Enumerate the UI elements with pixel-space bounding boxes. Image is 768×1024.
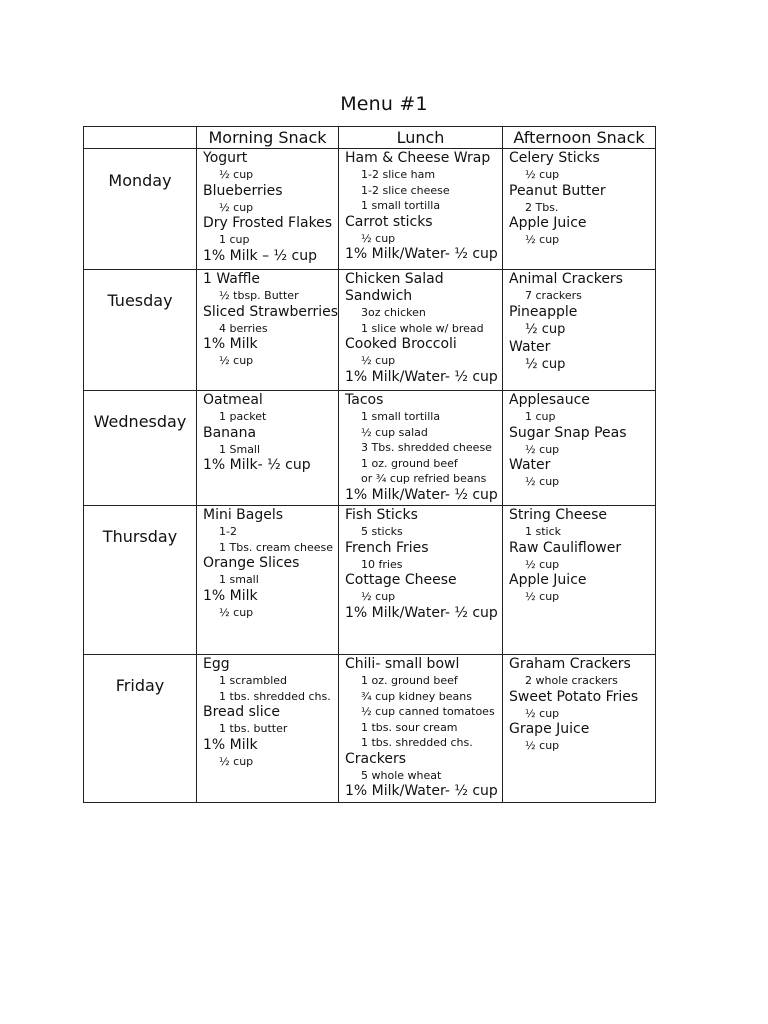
menu-item: 1% Milk/Water- ½ cup: [345, 604, 498, 621]
menu-item-detail: 1 small: [219, 573, 259, 586]
day-label: Wednesday: [93, 412, 187, 431]
menu-table: [83, 126, 656, 803]
menu-item: Celery Sticks: [509, 150, 600, 166]
afternoon-snack-cell: [503, 506, 656, 655]
menu-item-detail: 1-2: [219, 525, 237, 538]
menu-item-detail: ½ cup: [219, 605, 254, 619]
menu-item-detail: 1 oz. ground beef: [361, 674, 458, 687]
menu-item-detail: ½ cup: [525, 356, 566, 372]
menu-item-detail: 2 Tbs.: [525, 200, 559, 214]
menu-item: Raw Cauliflower: [509, 539, 622, 556]
menu-item-detail: ½ cup: [525, 475, 560, 488]
menu-item: 1% Milk/Water- ½ cup: [345, 486, 498, 503]
menu-item-detail: 4 berries: [219, 321, 268, 335]
menu-item-detail: 1 oz. ground beef: [361, 456, 458, 470]
menu-item-detail: ½ cup: [525, 233, 560, 246]
menu-item: Peanut Butter: [509, 182, 606, 199]
menu-item-detail: 10 fries: [361, 557, 403, 571]
menu-item: Applesauce: [509, 392, 590, 408]
menu-item-detail: 1 packet: [219, 410, 267, 423]
table-row: [84, 655, 656, 803]
table-row: [84, 391, 656, 506]
header-lunch: Lunch: [339, 127, 503, 149]
table-row: [84, 506, 656, 655]
menu-item-detail: ½ cup: [361, 590, 396, 603]
menu-item-detail: 1 cup: [525, 410, 556, 423]
menu-item: Blueberries: [203, 182, 283, 199]
day-cell: [84, 391, 197, 506]
menu-item: Animal Crackers: [509, 271, 623, 287]
menu-item-detail: ½ cup: [525, 168, 560, 181]
menu-item: Carrot sticks: [345, 213, 433, 230]
menu-item-detail: ½ tbsp. Butter: [219, 289, 299, 302]
lunch-cell: [339, 149, 503, 270]
menu-item-detail: ½ cup: [219, 168, 254, 181]
menu-item: Yogurt: [203, 150, 248, 166]
menu-item: Chili- small bowl: [345, 656, 460, 672]
menu-item: Apple Juice: [509, 572, 587, 588]
menu-item-detail: 1 cup: [219, 233, 250, 246]
header-afternoon-snack: Afternoon Snack: [503, 127, 656, 149]
menu-item-detail: 1-2 slice ham: [361, 168, 436, 181]
menu-item-detail: 1 small tortilla: [361, 199, 441, 212]
lunch-cell: [339, 655, 503, 803]
menu-item: Fish Sticks: [345, 507, 418, 523]
menu-item: Bread slice: [203, 704, 280, 720]
day-cell: [84, 149, 197, 270]
menu-item: Orange Slices: [203, 555, 300, 571]
day-label: Monday: [108, 171, 172, 190]
header-corner: [84, 127, 197, 149]
day-cell: [84, 270, 197, 391]
morning-snack-cell: [197, 391, 339, 506]
lunch-cell: [339, 270, 503, 391]
table-row: [84, 149, 656, 270]
menu-item: Tacos: [345, 392, 384, 408]
menu-item: 1% Milk- ½ cup: [203, 457, 311, 473]
menu-item: 1% Milk/Water- ½ cup: [345, 783, 498, 799]
menu-item-detail: ½ cup: [525, 557, 560, 571]
menu-item-detail: ½ cup: [525, 321, 566, 337]
morning-snack-cell: [197, 655, 339, 803]
morning-snack-cell: [197, 506, 339, 655]
menu-item: 1% Milk – ½ cup: [203, 247, 318, 264]
menu-item: Mini Bagels: [203, 507, 284, 523]
menu-item-detail: 3oz chicken: [361, 306, 426, 319]
menu-item-detail: 5 sticks: [361, 525, 403, 538]
afternoon-snack-cell: [503, 655, 656, 803]
morning-snack-cell: [197, 270, 339, 391]
menu-item: Sweet Potato Fries: [509, 688, 639, 705]
menu-item: Pineapple: [509, 303, 578, 320]
day-label: Thursday: [102, 527, 178, 546]
day-cell: [84, 655, 197, 803]
menu-item-detail: ½ cup salad: [361, 425, 428, 439]
page-title: Menu #1: [340, 93, 428, 115]
menu-item-detail: ½ cup: [219, 354, 254, 367]
menu-item: Sliced Strawberries: [203, 303, 339, 320]
menu-item: 1% Milk: [203, 587, 258, 604]
menu-item: Grape Juice: [509, 721, 590, 737]
day-label: Friday: [115, 676, 165, 695]
day-cell: [84, 506, 197, 655]
menu-item-detail: 1 slice whole w/ bread: [361, 321, 484, 335]
menu-item: Apple Juice: [509, 215, 587, 231]
menu-item-detail: ½ cup: [525, 706, 560, 720]
menu-item-detail: 1 small tortilla: [361, 410, 441, 423]
menu-item: Graham Crackers: [509, 656, 631, 672]
menu-item: French Fries: [345, 539, 429, 556]
menu-item: Cottage Cheese: [345, 572, 457, 588]
menu-item: Egg: [203, 656, 230, 672]
menu-item-detail: 1 scrambled: [219, 674, 288, 687]
menu-item-detail: 2 whole crackers: [525, 674, 618, 687]
menu-item-detail: ½ cup: [525, 739, 560, 752]
menu-item-detail: ½ cup: [361, 231, 396, 245]
menu-item: Water: [509, 457, 551, 473]
menu-item: 1% Milk/Water- ½ cup: [345, 368, 498, 385]
menu-body: [84, 149, 656, 803]
header-row: [84, 127, 656, 149]
menu-item: 1 Waffle: [203, 271, 261, 287]
menu-item: 1% Milk: [203, 736, 258, 753]
menu-item-detail: ½ cup: [219, 754, 254, 768]
menu-item: String Cheese: [509, 507, 608, 523]
afternoon-snack-cell: [503, 391, 656, 506]
menu-item-detail: ½ cup: [525, 590, 560, 603]
menu-item: Crackers: [345, 750, 407, 767]
menu-item-detail: ½ cup canned tomatoes: [361, 705, 495, 718]
menu-item-detail: ½ cup: [361, 354, 396, 367]
menu-item-detail: or ¾ cup refried beans: [361, 472, 487, 485]
lunch-cell: [339, 391, 503, 506]
menu-item-detail: ½ cup: [525, 442, 560, 456]
morning-snack-cell: [197, 149, 339, 270]
menu-item: Banana: [203, 424, 257, 441]
header-morning-snack: Morning Snack: [197, 127, 339, 149]
menu-item: Sugar Snap Peas: [509, 424, 627, 441]
table-row: [84, 270, 656, 391]
menu-item-detail: 1 stick: [525, 525, 562, 538]
menu-item-detail: ¾ cup kidney beans: [361, 689, 473, 703]
menu-item: 1% Milk: [203, 336, 258, 352]
menu-item-detail: 1 tbs. shredded chs.: [219, 689, 331, 703]
afternoon-snack-cell: [503, 270, 656, 391]
menu-item-detail: 1 tbs. sour cream: [361, 720, 458, 734]
day-label: Tuesday: [107, 291, 173, 310]
menu-item: Water: [509, 338, 551, 355]
menu-item: 1% Milk/Water- ½ cup: [345, 246, 498, 262]
menu-item-detail: 1 tbs. butter: [219, 722, 288, 735]
afternoon-snack-cell: [503, 149, 656, 270]
menu-item: Oatmeal: [203, 392, 263, 408]
menu-item: Dry Frosted Flakes: [203, 215, 333, 231]
menu-item: Ham & Cheese Wrap: [345, 150, 491, 166]
menu-item-detail: 1 Small: [219, 442, 261, 456]
menu-item-detail: 1 tbs. shredded chs.: [361, 736, 473, 749]
menu-item: Chicken Salad: [345, 271, 444, 287]
menu-item-detail: 7 crackers: [525, 289, 582, 302]
menu-item-detail: 3 Tbs. shredded cheese: [361, 441, 492, 454]
menu-item-detail: 1-2 slice cheese: [361, 183, 450, 197]
menu-item: Cooked Broccoli: [345, 336, 457, 352]
menu-item-detail: 5 whole wheat: [361, 768, 442, 782]
menu-item: Sandwich: [345, 288, 413, 304]
lunch-cell: [339, 506, 503, 655]
menu-item-detail: 1 Tbs. cream cheese: [219, 540, 334, 554]
menu-item-detail: ½ cup: [219, 200, 254, 214]
